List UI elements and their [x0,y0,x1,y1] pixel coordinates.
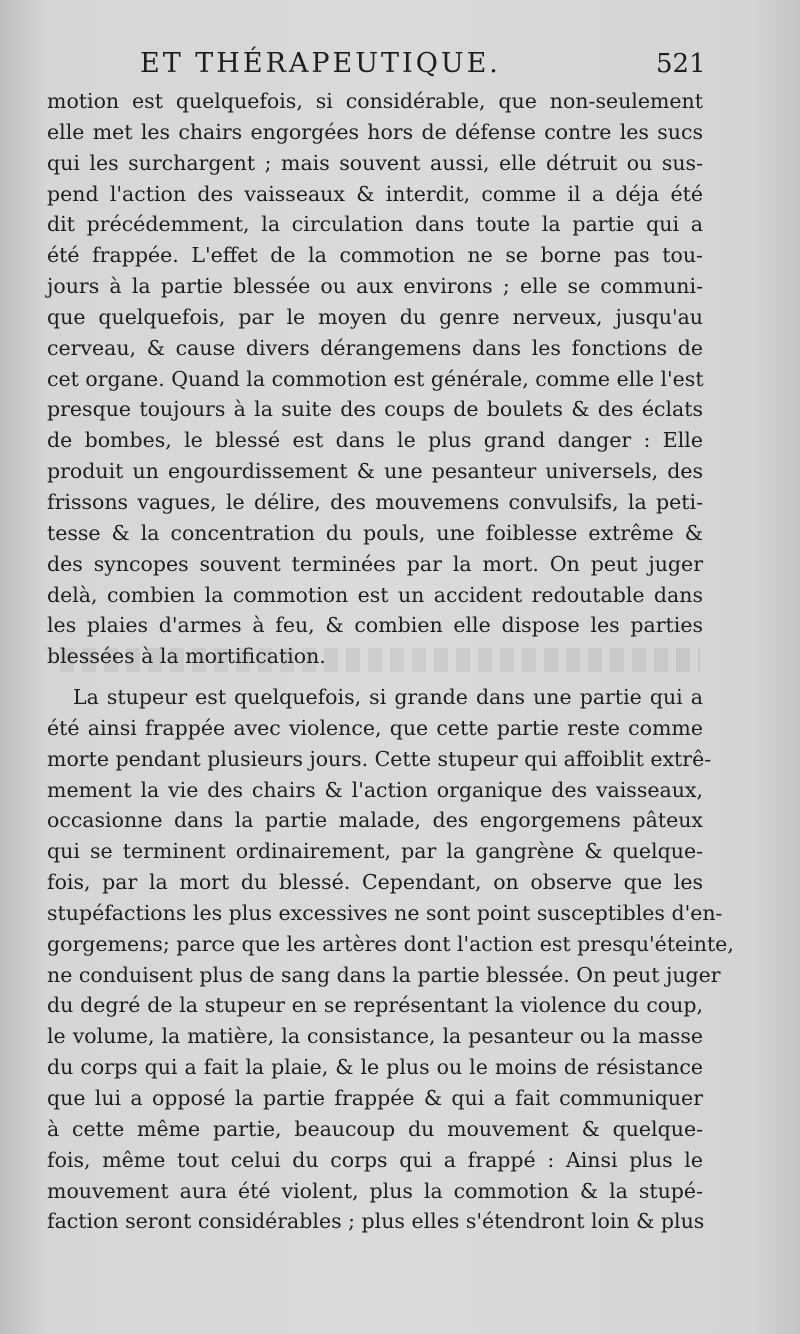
text-line: elle met les chairs engorgées hors de défense contre les sucs [47,119,703,144]
text-line: presque toujours à la suite des coups de boulets & des éclats [47,397,703,422]
text-line: jours à la partie blessée ou aux environs ; elle se communi- [47,274,703,299]
running-head [0,44,800,84]
running-title: ET THÉRAPEUTIQUE. [140,48,501,79]
text-line: mement la vie des chairs & l'action organique des vaisseaux, [47,777,703,802]
text-line: faction seront considérables ; plus elles s'étendront loin & plus [47,1209,705,1234]
text-line: pend l'action des vaisseaux & interdit, comme il a déja été [47,181,703,206]
text-line: des syncopes souvent terminées par la mort. On peut juger [47,551,703,576]
text-line: frissons vagues, le délire, des mouvemens convulsifs, la peti- [47,489,703,514]
text-line: que lui a opposé la partie frappée & qui a fait communiquer [47,1086,703,1110]
text-line: qui les surchargent ; mais souvent aussi, elle détruit ou sus- [47,150,703,175]
text-line: du degré de la stupeur en se représentant la violence du coup, [47,993,703,1018]
text-line: de bombes, le blessé est dans le plus grand danger : Elle [47,428,703,453]
text-line: fois, par la mort du blessé. Cependant, on observe que les [47,870,703,895]
page-number: 521 [656,49,706,79]
text-line: motion est quelquefois, si considérable, que non-seulement [47,89,703,113]
text-line: fois, même tout celui du corps qui a frappé : Ainsi plus le [47,1147,703,1172]
body-text [47,86,734,1237]
text-line: ne conduisent plus de sang dans la partie blessée. On peut juger [47,962,721,987]
text-line: cet organe. Quand la commotion est générale, comme elle l'est [47,366,704,391]
text-line: été frappée. L'effet de la commotion ne se borne pas tou- [47,243,703,268]
text-line: dit précédemment, la circulation dans toute la partie qui a [47,212,703,237]
paragraph-gap [47,672,703,682]
text-line: produit un engourdissement & une pesanteur universels, des [47,459,703,484]
paragraph-1 [47,86,703,672]
text-line: les plaies d'armes à feu, & combien elle dispose les parties [47,613,703,638]
text-line: le volume, la matière, la consistance, la pesanteur ou la masse [47,1024,703,1049]
text-line: occasionne dans la partie malade, des engorgemens pâteux [47,808,703,833]
text-line: La stupeur est quelquefois, si grande dans une partie qui a [73,685,703,710]
text-line: qui se terminent ordinairement, par la gangrène & quelque- [47,839,703,864]
text-line: delà, combien la commotion est un accident redoutable dans [47,582,703,607]
text-line: mouvement aura été violent, plus la commotion & la stupé- [47,1178,703,1203]
text-line: morte pendant plusieurs jours. Cette stupeur qui affoiblit extrê- [47,746,712,771]
text-line: à cette même partie, beaucoup du mouvement & quelque- [47,1116,703,1141]
paragraph-2 [47,682,734,1237]
text-line: gorgemens; parce que les artères dont l'action est presqu'éteinte, [47,931,734,956]
text-line: cerveau, & cause divers dérangemens dans les fonctions de [47,335,703,360]
text-line: été ainsi frappée avec violence, que cette partie reste comme [47,715,703,740]
text-line: du corps qui a fait la plaie, & le plus ou le moins de résistance [47,1055,703,1080]
text-line: que quelquefois, par le moyen du genre nerveux, jusqu'au [47,304,703,329]
text-line: tesse & la concentration du pouls, une foiblesse extrême & [47,520,703,545]
text-line: stupéfactions les plus excessives ne sont point susceptibles d'en- [47,900,723,925]
text-line: blessées à la mortification. [47,644,326,669]
